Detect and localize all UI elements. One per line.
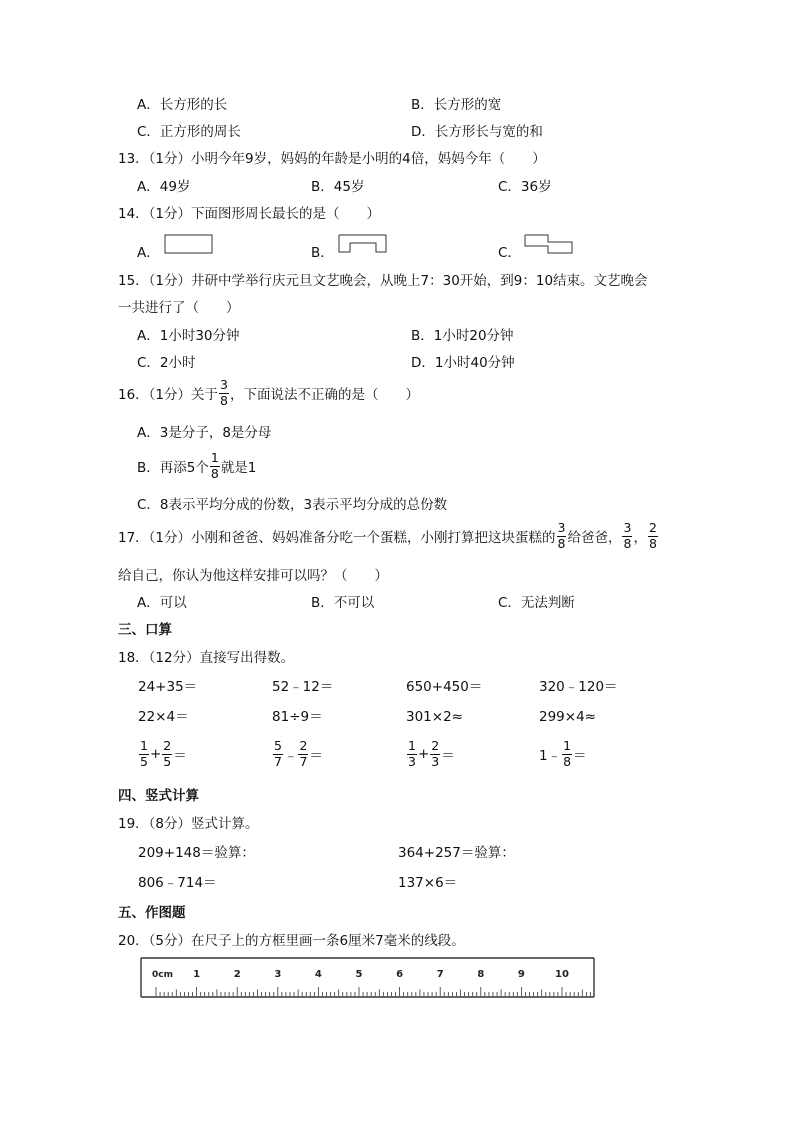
q19-stem: 19．（8分）竖式计算。	[118, 816, 259, 832]
ruler-label: 1	[193, 969, 201, 980]
rectangle-shape-a	[164, 233, 214, 255]
notched-shape-b	[338, 233, 388, 255]
q17-option-b[interactable]: B．不可以	[311, 595, 375, 611]
q17-stem-line2: 给自己，你认为他这样安排可以吗？（ ）	[118, 568, 388, 584]
q17-option-a[interactable]: A．可以	[137, 595, 187, 611]
q15-stem-line2: 一共进行了（ ）	[118, 300, 240, 316]
q17-fraction-3: $\frac{2}{8}$	[648, 520, 657, 551]
q16-stem-pre: 16．（1分）关于	[118, 387, 219, 403]
q17-stem-line1: 17．（1分）小刚和爸爸、妈妈准备分吃一个蛋糕，小刚打算把这块蛋糕的 $\frac{3}{8}$ 给爸爸， $\frac{3}{8}$ ， $\frac{2}{8}$	[118, 520, 657, 551]
q15-stem-line1: 15．（1分）井研中学举行庆元旦文艺晚会，从晚上7：30开始，到9：10结束。文艺晚会	[118, 273, 648, 289]
q12-option-a[interactable]: A．长方形的长	[137, 97, 228, 113]
ruler-label: 3	[274, 969, 282, 980]
q16-stem	[118, 379, 419, 407]
q18-r3-c1: $\frac{1}{5}$ + $\frac{2}{5}$ ＝	[140, 738, 187, 769]
ruler-label: 9	[517, 969, 525, 980]
q13-option-a[interactable]: A．49岁	[137, 179, 191, 195]
q17-option-c[interactable]: C．无法判断	[498, 595, 575, 611]
q13-option-b[interactable]: B．45岁	[311, 179, 365, 195]
section-heading-mental-math: 三、口算	[118, 622, 172, 638]
q18-r3-c3: $\frac{1}{3}$ + $\frac{2}{3}$ ＝	[408, 738, 455, 769]
q16-b-fraction: $\frac{1}{8}$	[210, 450, 219, 481]
ruler-label: 2	[233, 969, 241, 980]
q18-r1-c4: 320﹣120＝	[539, 679, 618, 695]
q19-item-2: 364+257＝验算：	[398, 845, 515, 861]
q18-r2-c3: 301×2≈	[406, 709, 463, 725]
step-shape-c	[524, 233, 574, 255]
ruler-label: 4	[314, 969, 322, 980]
q19-item-1: 209+148＝验算：	[138, 845, 255, 861]
q14-stem: 14．（1分）下面图形周长最长的是（ ）	[118, 206, 381, 222]
section-heading-drawing: 五、作图题	[118, 905, 186, 921]
q17-fraction-1: $\frac{3}{8}$	[557, 520, 566, 551]
ruler-label: 10	[555, 969, 569, 980]
q18-r3-c4: 1﹣ $\frac{1}{8}$ ＝	[539, 738, 587, 769]
q12-option-d[interactable]: D．长方形长与宽的和	[411, 124, 543, 140]
ruler-label: 8	[477, 969, 485, 980]
q16-option-b[interactable]: B．再添5个 $\frac{1}{8}$ 就是1	[137, 450, 257, 481]
q15-option-d[interactable]: D．1小时40分钟	[411, 355, 515, 371]
q18-r2-c2: 81÷9＝	[272, 709, 323, 725]
q14-option-b[interactable]: B．	[311, 245, 334, 261]
q18-stem: 18．（12分）直接写出得数。	[118, 650, 295, 666]
q12-option-b[interactable]: B．长方形的宽	[411, 97, 502, 113]
q18-r2-c1: 22×4＝	[138, 709, 189, 725]
ruler-label: 7	[436, 969, 444, 980]
q18-r1-c3: 650+450＝	[406, 679, 483, 695]
q16-option-c[interactable]: C．8表示平均分成的份数，3表示平均分成的总份数	[137, 497, 448, 513]
q19-item-3: 806﹣714＝	[138, 875, 217, 891]
ruler-label: 5	[355, 969, 363, 980]
ruler-frame[interactable]	[141, 958, 594, 997]
q13-option-c[interactable]: C．36岁	[498, 179, 552, 195]
q15-option-b[interactable]: B．1小时20分钟	[411, 328, 514, 344]
q18-r2-c4: 299×4≈	[539, 709, 596, 725]
q12-option-c[interactable]: C．正方形的周长	[137, 124, 241, 140]
ruler-label: 0cm	[152, 970, 173, 980]
q13-stem: 13．（1分）小明今年9岁，妈妈的年龄是小明的4倍，妈妈今年（ ）	[118, 151, 546, 167]
q16-option-a[interactable]: A．3是分子，8是分母	[137, 425, 272, 441]
ruler-label: 6	[396, 969, 404, 980]
q14-option-a[interactable]: A．	[137, 245, 160, 261]
q14-option-c[interactable]: C．	[498, 245, 521, 261]
q19-item-4: 137×6＝	[398, 875, 458, 891]
section-heading-vertical-calc: 四、竖式计算	[118, 788, 199, 804]
q20-stem: 20．（5分）在尺子上的方框里画一条6厘米7毫米的线段。	[118, 933, 465, 949]
q15-option-c[interactable]: C．2小时	[137, 355, 196, 371]
q18-r1-c2: 52﹣12＝	[272, 679, 334, 695]
q18-r3-c2: $\frac{5}{7}$ ﹣ $\frac{2}{7}$ ＝	[274, 738, 323, 769]
q16-fraction: $\frac{3}{8}$	[220, 377, 228, 408]
ruler[interactable]	[140, 957, 596, 999]
q16-stem-post: ，下面说法不正确的是（ ）	[229, 387, 419, 403]
q18-r1-c1: 24+35＝	[138, 679, 198, 695]
q15-option-a[interactable]: A．1小时30分钟	[137, 328, 240, 344]
q17-fraction-2: $\frac{3}{8}$	[623, 520, 632, 551]
